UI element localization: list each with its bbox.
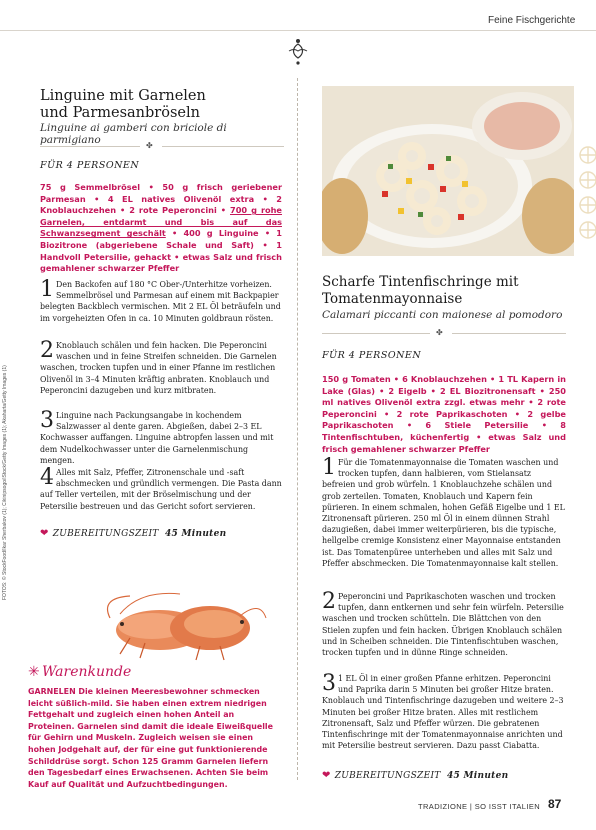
recipe-subtitle: Calamari piccanti con maionese al pomodoro: [322, 309, 563, 321]
divider-right: [452, 333, 566, 334]
top-rule: [0, 30, 596, 31]
ingredient-list: 75 g Semmelbrösel • 50 g frisch geriebener Parmesan • 4 EL natives Olivenöl extra • 2 Knoblauchzehen • 2 rote Peperoncini • 700 g rohe Garnelen, entdarmt und bis auf das Schwanzsegment geschält • 400 g Linguine • 1 Biozitrone (abgeriebene Schale und Saft) • 1 Handvoll Petersilie, gehackt • etwas Salz und frisch gemahlener schwarzer Pfeffer: [40, 182, 282, 274]
calamari-photo: [322, 86, 574, 256]
recipe-title: Linguine mit Garnelen und Parmesanbröseln: [40, 88, 206, 121]
prep-time: ❤ ZUBEREITUNGSZEIT 45 Minuten: [40, 528, 227, 539]
heart-icon: ❤: [322, 770, 331, 781]
heart-icon: ❤: [40, 528, 49, 539]
shrimp-image: [90, 588, 270, 664]
recipe-step: 1 Den Backofen auf 180 °C Ober-/Unterhitze vorheizen. Semmelbrösel und Parmesan auf einem mit Backpapier belegten Backblech vermischen. Mit 2 EL Öl beträufeln und im vorgeheizten Ofen in ca. 10 Minuten goldbraun rösten.: [40, 277, 281, 323]
divider-right: [162, 146, 284, 147]
photo-credit: FOTOS: © StockFood/Ikar Sherbakov (1); Cikinipsogo/iStock/Getty Images (1); Akaharta/Getty Images (1): [2, 365, 8, 600]
servings-label: FÜR 4 PERSONEN: [40, 160, 140, 171]
recipe-title: Scharfe Tintenfischringe mit Tomatenmayonnaise: [322, 274, 519, 307]
recipe-step: 4 Alles mit Salz, Pfeffer, Zitronenschale und -saft abschmecken und gründlich vermengen. Die Pasta dann auf Teller verteilen, mit der Bröselmischung und der Petersilie bestreuen und das Gericht sofort servieren.: [40, 465, 282, 511]
column-divider: [297, 78, 298, 780]
recipe-step: 1 Für die Tomatenmayonnaise die Tomaten waschen und trocken tupfen, dann halbieren, vom Stielansatz befreien und grob würfeln. 1 Knoblauchzehe schälen und grob zerteilen. Tomaten, Knoblauch und Kapern fein pürieren. In einem schmalen, hohen Gefäß Eigelbe und 1 EL Zitronensaft pürieren. 250 ml Öl in einem dünnen Strahl dazugießen, dabei immer weiterpürieren, bis die typische, hellgelbe cremige Konsistenz einer Mayonnaise entstanden ist. Das Tomatenpüree unterheben und alles mit Salz und Pfeffer abschmecken. Die Tomatenmayonnaise kalt stellen.: [322, 455, 565, 568]
ornament-icon: [286, 38, 310, 66]
divider-left: [322, 333, 430, 334]
warenkunde-title: Warenkunde: [42, 664, 132, 680]
divider-ornament-icon: ✤: [146, 141, 153, 150]
servings-label: FÜR 4 PERSONEN: [322, 350, 422, 361]
recipe-step: 3 Linguine nach Packungsangabe in kochendem Salzwasser al dente garen. Abgießen, dabei 2–3 EL Kochwasser auffangen. Linguine abtropfen lassen und mit dem Nudelkochwasser unter die Garnelenmischung mengen.: [40, 408, 274, 465]
page-number: 87: [548, 797, 562, 811]
calamari-image: [322, 86, 574, 256]
recipe-step: 2 Knoblauch schälen und fein hacken. Die Peperoncini waschen und in feine Streifen schneiden. Die Garnelen waschen, trocken tupfen und in einer Pfanne im restlichen Olivenöl in 3–4 Minuten kräftig anbraten. Knoblauch und Peperoncini dazugeben und kurz mitbraten.: [40, 338, 277, 395]
recipe-step: 2 Peperoncini und Paprikaschoten waschen und trocken tupfen, dann entkernen und sehr fein würfeln. Petersilie waschen und trocken schütteln. Die Blättchen von den Stielen zupfen und fein hacken. Übrigen Knoblauch schälen und in Scheiben schneiden. Die Tintenfischtuben waschen, trocken tupfen und in dünne Ringe schneiden.: [322, 589, 564, 658]
divider-ornament-icon: ✤: [436, 328, 443, 337]
warenkunde-text: GARNELEN Die kleinen Meeresbewohner schmecken leicht süßlich-mild. Sie haben einen extrem niedrigen Fettgehalt und zugleich einen hohen Anteil an Proteinen. Garnelen sind damit die ideale Eiweißquelle für Gehirn und Muskeln. Zugleich weisen sie einen hohen Jodgehalt auf, der für eine gut funktionierende Schilddrüse sorgt. Schon 125 Gramm Garnelen liefern den Tagesbedarf eines Erwachsenen. Achten Sie beim Kauf auf Qualität und Aufzuchtbedingungen.: [28, 687, 273, 789]
prep-time: ❤ ZUBEREITUNGSZEIT 45 Minuten: [322, 770, 509, 781]
section-label: Feine Fischgerichte: [488, 15, 576, 26]
divider-left: [40, 146, 140, 147]
ingredient-list: 150 g Tomaten • 6 Knoblauchzehen • 1 TL Kapern in Lake (Glas) • 2 Eigelb • 2 EL Biozitronensaft • 250 ml natives Olivenöl extra zzgl. etwas mehr • 2 rote Peperoncini • 2 rote Paprikaschoten • 2 gelbe Paprikaschoten • 6 Stiele Petersilie • 8 Tintenfischtuben, küchenfertig • etwas Salz und frisch gemahlener schwarzer Pfeffer: [322, 374, 566, 454]
recipe-step: 3 1 EL Öl in einer großen Pfanne erhitzen. Peperoncini und Paprika darin 5 Minuten bei großer Hitze braten. Knoblauch und Tintenfischringe dazugeben und weitere 2–3 Minuten bei großer Hitze braten. Alles mit restlichem Zitronensaft, Salz und Pfeffer würzen. Die gebratenen Tintenfischringe mit der Tomatenmayonnaise anrichten und mit Petersilie bestreut servieren. Dazu passt Ciabatta.: [322, 671, 564, 751]
sparkle-icon: ✳: [28, 664, 40, 680]
recipe-subtitle: Linguine ai gamberi con briciole di parmigiano: [40, 122, 227, 146]
magazine-footer: TRADIZIONE | SO ISST ITALIEN: [418, 802, 541, 811]
